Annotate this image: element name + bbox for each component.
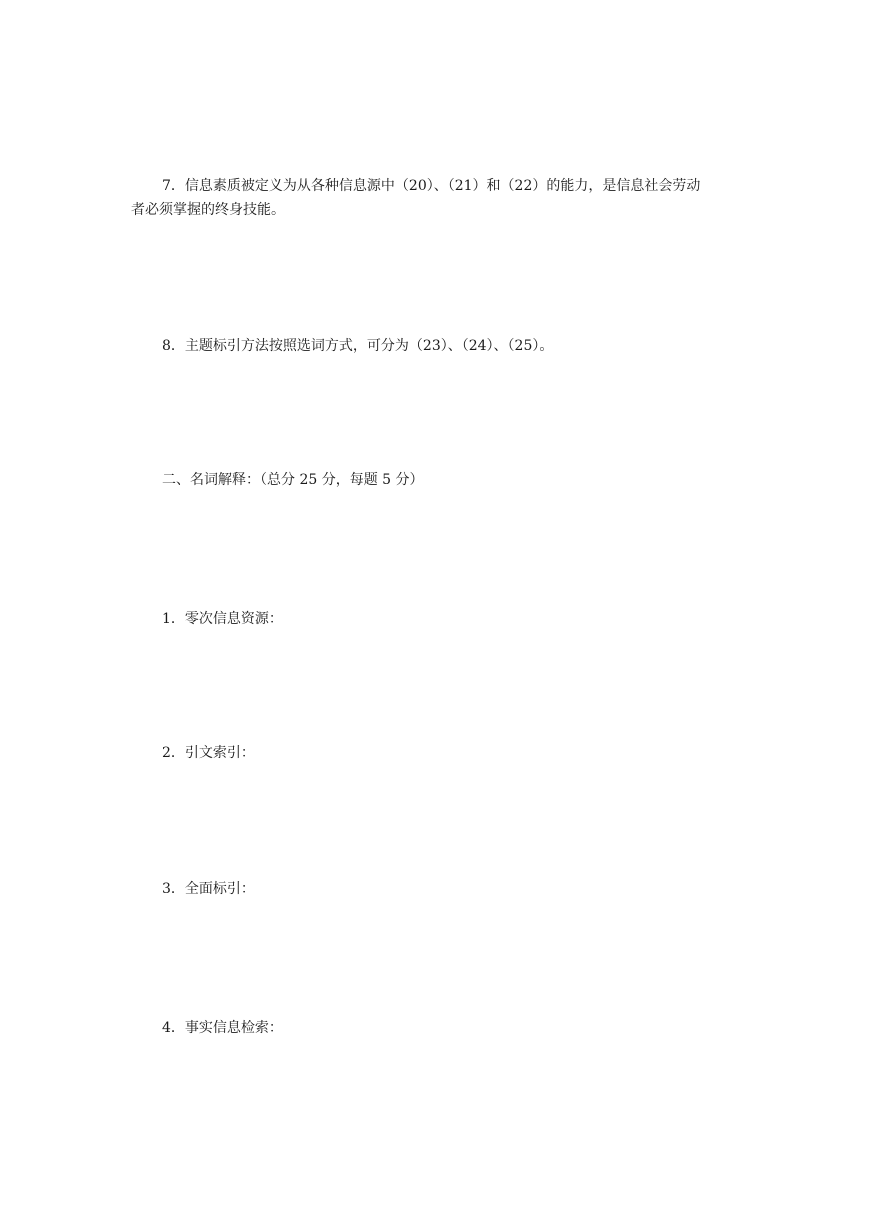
- term-2: 2．引文索引：: [162, 745, 255, 761]
- question-7: [131, 174, 743, 222]
- question-7-line-1: 7．信息素质被定义为从各种信息源中（20）、（21）和（22）的能力，是信息社会劳动: [162, 178, 701, 194]
- term-1: 1．零次信息资源：: [162, 611, 283, 627]
- section-2-heading: 二、名词解释：（总分 25 分，每题 5 分）: [162, 472, 424, 488]
- question-7-line-2: 者必须掌握的终身技能。: [131, 202, 285, 218]
- question-8: 8．主题标引方法按照选词方式，可分为（23）、（24）、（25）。: [162, 338, 554, 354]
- term-4: 4．事实信息检索：: [162, 1020, 283, 1036]
- term-3: 3．全面标引：: [162, 881, 255, 897]
